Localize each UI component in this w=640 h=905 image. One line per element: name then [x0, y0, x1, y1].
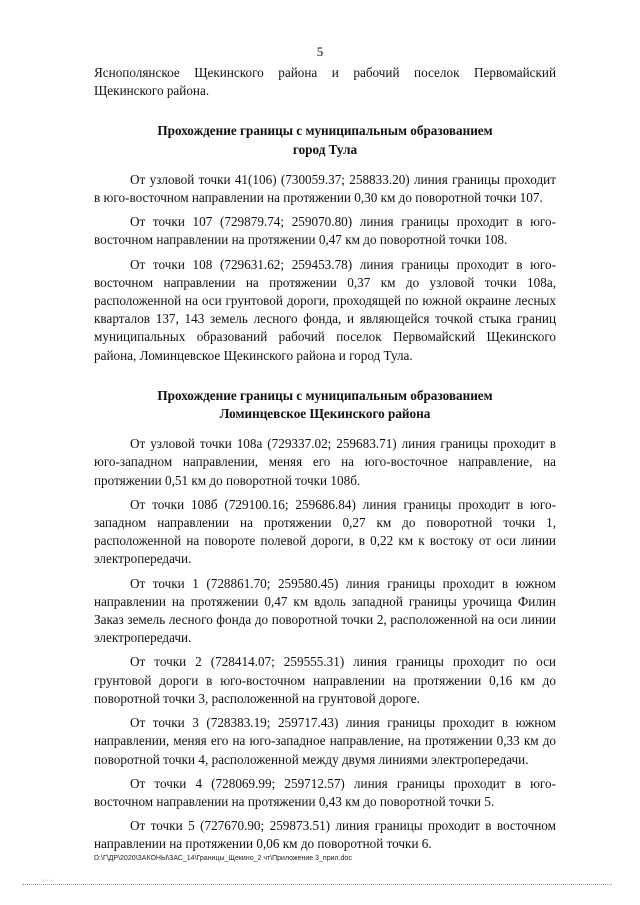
file-path-footer: D:\Г\ДР\2020\ЗАКОНЫ\ЗАС_14\Границы_Щекино_2 чт\Приложение 3_прил.doc: [94, 855, 352, 862]
intro-paragraph: Яснополянское Щекинского района и рабочий поселок Первомайский Щекинского района.: [94, 65, 556, 99]
section1-paragraph: От узловой точки 41(106) (730059.37; 258833.20) линия границы проходит в юго-восточном направлении на протяжении 0,30 км до поворотной точки 107.: [94, 171, 556, 206]
section1-heading-line1: Прохождение границы с муниципальным образованием: [157, 123, 493, 139]
section1-paragraph: От точки 108 (729631.62; 259453.78) линия границы проходит в юго-восточном направлении на протяжении 0,37 км до узловой точки 108а, расположенной на оси грунтовой дороги, проходящей по южной окраине лесных кварталов 137, 143 земель лесного фонда, и являющейся точкой стыка границ муниципальных образований рабочий поселок Первомайский Щекинского района, Ломинцевское Щекинского района и город Тула.: [94, 256, 556, 363]
section2-heading-line2: Ломинцевское Щекинского района: [219, 406, 431, 422]
scan-artifact-line: [22, 884, 612, 885]
section2-paragraph: От точки 1 (728861.70; 259580.45) линия границы проходит в южном направлении на протяжении 0,47 км вдоль западной границы урочища Филин Заказ земель лесного фонда до поворотной точки 2, расположенной на оси линии электропередачи.: [94, 575, 556, 646]
scan-artifact-mark: · · ·: [42, 877, 53, 884]
section2-paragraph: От точки 4 (728069.99; 259712.57) линия границы проходит в юго-восточном направлении на протяжении 0,43 км до поворотной точки 5.: [94, 775, 556, 809]
section2-paragraph: От узловой точки 108а (729337.02; 259683.71) линия границы проходит в юго-западном направлении, меняя его на юго-восточное направление, на протяжении 0,51 км до поворотной точки 108б.: [94, 436, 556, 488]
section1-heading-line2: город Тула: [292, 141, 358, 157]
section2-paragraph: От точки 108б (729100.16; 259686.84) линия границы проходит в юго-западном направлении на протяжении 0,27 км до поворотной точки 1, расположенной на повороте полевой дороги, в 0,22 км к востоку от оси линии электропередачи.: [94, 496, 556, 567]
section2-paragraph: От точки 2 (728414.07; 259555.31) линия границы проходит по оси грунтовой дороги в юго-восточном направлении на протяжении 0,16 км до поворотной точки 3, расположенной на грунтовой дороге.: [94, 654, 556, 706]
section2-heading-line1: Прохождение границы с муниципальным образованием: [157, 387, 493, 403]
section-gorod-tula: [94, 122, 556, 364]
page-number: 5: [316, 44, 324, 59]
section-lomintsevskoe: [94, 387, 556, 854]
section1-paragraph: От точки 107 (729879.74; 259070.80) линия границы проходит в юго-восточном направлении на протяжении 0,47 км до поворотной точки 108.: [94, 214, 556, 248]
document-body: [94, 64, 556, 860]
section2-paragraph: От точки 5 (727670.90; 259873.51) линия границы проходит в восточном направлении на протяжении 0,06 км до поворотной точки 6.: [94, 818, 556, 852]
section2-paragraph: От точки 3 (728383.19; 259717.43) линия границы проходит в южном направлении, меняя его на юго-западное направление, на протяжении 0,33 км до поворотной точки 4, расположенной между двумя линиями электропередачи.: [94, 715, 556, 767]
